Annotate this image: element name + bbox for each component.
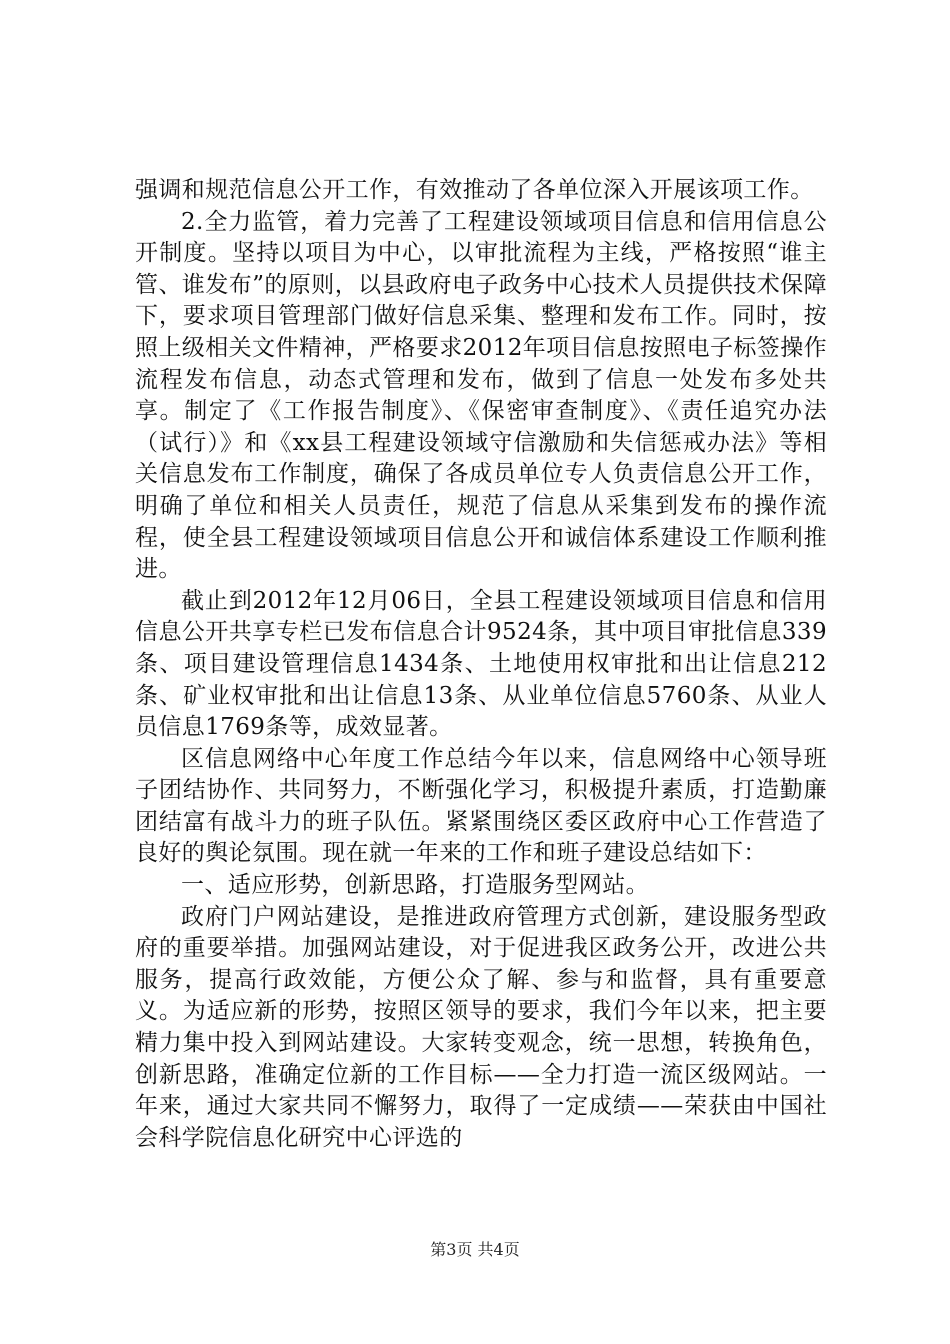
section-heading: 一、适应形势，创新思路，打造服务型网站。 — [181, 872, 649, 899]
paragraph-4: 区信息网络中心年度工作总结今年以来，信息网络中心领导班子团结协作、共同努力，不断强化学习，积极提升素质，打造勤廉团结富有战斗力的班子队伍。紧紧围绕区委区政府中心工作营造了良好的舆论氛围。现在就一年来的工作和班子建设总结如下： — [135, 745, 827, 867]
paragraph-5: 政府门户网站建设，是推进政府管理方式创新，建设服务型政府的重要举措。加强网站建设，对于促进我区政务公开，改进公共服务，提高行政效能，方便公众了解、参与和监督，具有重要意义。为适应新的形势，按照区领导的要求，我们今年以来，把主要精力集中投入到网站建设。大家转变观念，统一思想，转换角色，创新思路，准确定位新的工作目标——全力打造一流区级网站。一年来，通过大家共同不懈努力，取得了一定成绩——荣获由中国社会科学院信息化研究中心评选的 — [135, 903, 827, 1151]
paragraph-2: 2.全力监管，着力完善了工程建设领域项目信息和信用信息公开制度。坚持以项目为中心，以审批流程为主线，严格按照“谁主管、谁发布”的原则，以县政府电子政务中心技术人员提供技术保障下，要求项目管理部门做好信息采集、整理和发布工作。同时，按照上级相关文件精神，严格要求2012年项目信息按照电子标签操作流程发布信息，动态式管理和发布，做到了信息一处发布多处共享。制定了《工作报告制度》、《保密审查制度》、《责任追究办法（试行）》和《xx县工程建设领域守信激励和失信惩戒办法》等相关信息发布工作制度，确保了各成员单位专人负责信息公开工作，明确了单位和相关人员责任，规范了信息从采集到发布的操作流程，使全县工程建设领域项目信息公开和诚信体系建设工作顺利推进。 — [135, 208, 827, 583]
document-body — [135, 175, 827, 1154]
paragraph-1: 强调和规范信息公开工作，有效推动了各单位深入开展该项工作。 — [135, 177, 814, 203]
paragraph-3: 截止到2012年12月06日，全县工程建设领域项目信息和信用信息公开共享专栏已发布信息合计9524条，其中项目审批信息339条、项目建设管理信息1434条、土地使用权审批和出让信息212条、矿业权审批和出让信息13条、从业单位信息5760条、从业人员信息1769条等，成效显著。 — [135, 587, 827, 741]
page-footer: 第3页 共4页 — [430, 1240, 520, 1259]
